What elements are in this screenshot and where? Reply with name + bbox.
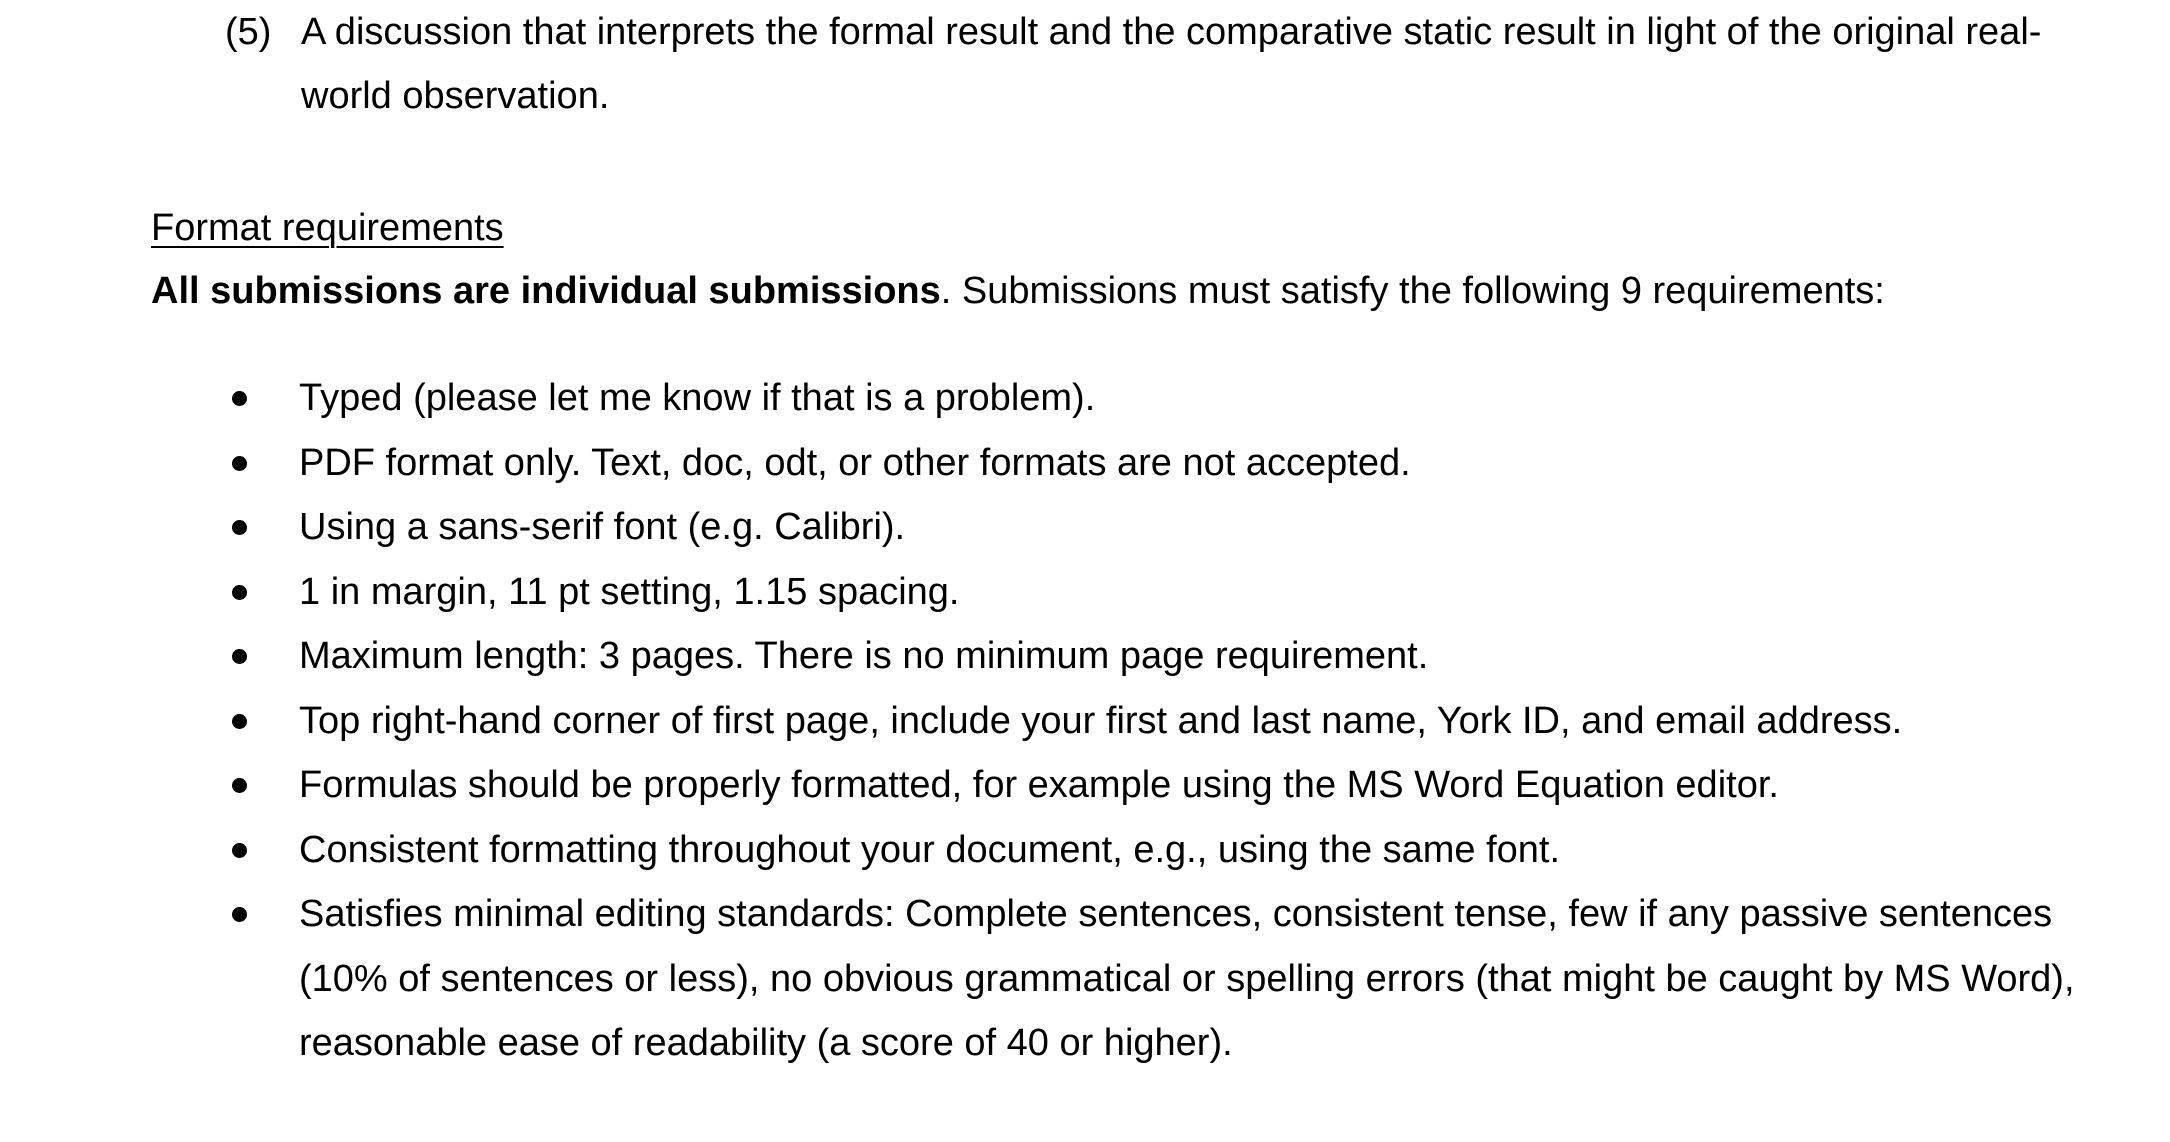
list-item xyxy=(0,818,2170,883)
bullet-icon xyxy=(232,907,247,922)
numbered-item-text: A discussion that interprets the formal result and the comparative static result in light of the original real-world observation. xyxy=(301,11,2042,117)
list-item xyxy=(0,882,2170,1076)
numbered-item-marker: (5) xyxy=(225,11,272,53)
list-item-text: 1 in margin, 11 pt setting, 1.15 spacing. xyxy=(299,570,960,613)
list-item-text: Using a sans-serif font (e.g. Calibri). xyxy=(299,506,906,548)
list-item xyxy=(0,366,2170,431)
numbered-item-5 xyxy=(225,0,2075,128)
list-item xyxy=(0,689,2170,754)
list-item xyxy=(0,495,2170,560)
list-item-text: Maximum length: 3 pages. There is no minimum page requirement. xyxy=(299,635,1429,677)
list-item xyxy=(0,560,2170,625)
bullet-icon xyxy=(232,456,247,471)
list-item-text: Typed (please let me know if that is a problem). xyxy=(299,377,1096,419)
list-item-text: PDF format only. Text, doc, odt, or other formats are not accepted. xyxy=(299,441,1411,484)
list-item xyxy=(0,624,2170,689)
section-heading-format-requirements: Format requirements xyxy=(151,207,504,249)
list-item-text: Consistent formatting throughout your document, e.g., using the same font. xyxy=(299,828,1561,871)
requirements-list xyxy=(0,366,2170,1076)
bullet-icon xyxy=(232,649,247,664)
section-intro xyxy=(151,259,2101,323)
list-item-text: Formulas should be properly formatted, for example using the MS Word Equation editor. xyxy=(299,764,1779,806)
list-item-text: Top right-hand corner of first page, include your first and last name, York ID, and email address. xyxy=(299,699,1903,742)
list-item-text: Satisfies minimal editing standards: Complete sentences, consistent tense, few if any passive sentences (10% of sentences or less), no obvious grammatical or spelling errors (that might be caught by MS Word), reasonable ease of readability (a score of 40 or higher). xyxy=(299,893,2075,1064)
intro-rest-text: . Submissions must satisfy the following 9 requirements: xyxy=(940,270,1885,312)
bullet-icon xyxy=(232,391,247,406)
list-item xyxy=(0,431,2170,496)
bullet-icon xyxy=(232,714,247,729)
intro-bold-text: All submissions are individual submissions xyxy=(151,270,941,312)
bullet-icon xyxy=(232,778,247,793)
bullet-icon xyxy=(232,843,247,858)
list-item xyxy=(0,753,2170,818)
bullet-icon xyxy=(232,520,247,535)
bullet-icon xyxy=(232,585,247,600)
